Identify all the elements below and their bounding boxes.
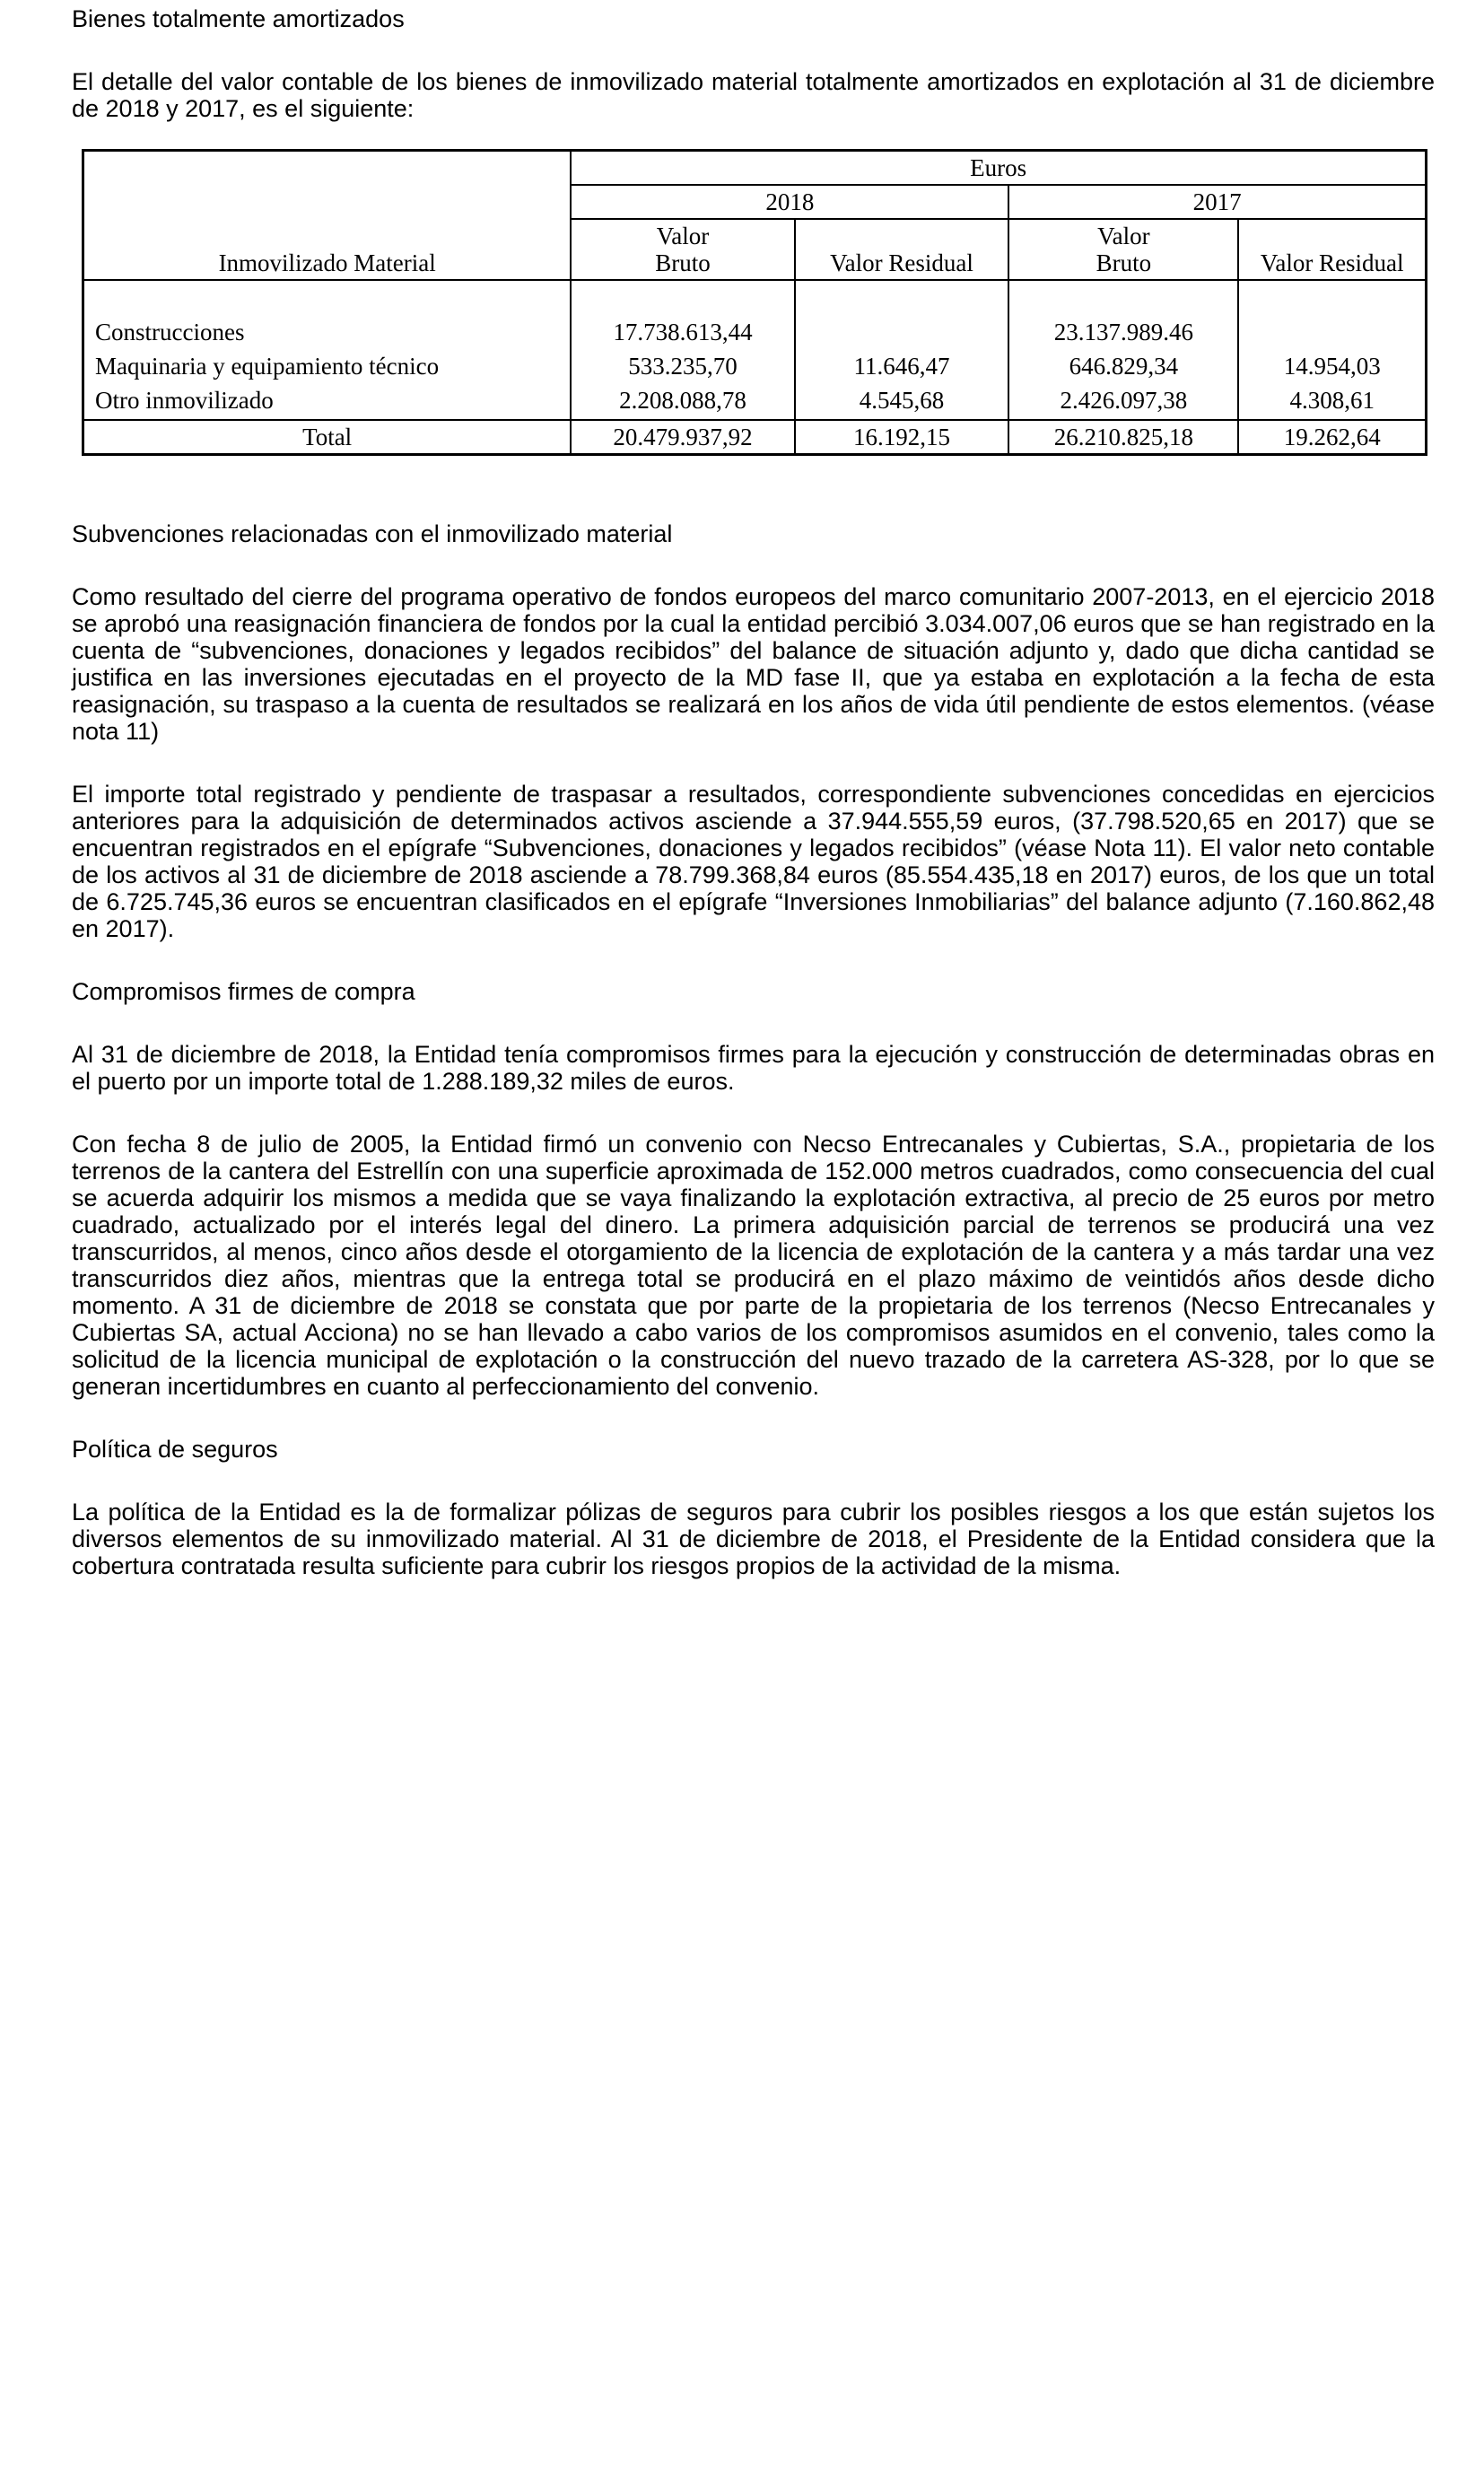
total-bruto-2017: 26.210.825,18: [1008, 420, 1238, 455]
section-heading-amortizados: Bienes totalmente amortizados: [72, 5, 405, 32]
subvenciones-paragraph-2: El importe total registrado y pendiente de traspasar a resultados, correspondiente subvenciones concedidas en ejercicios anteriores para la adquisición de determinados activos asciende a 37.944.555,59 euros, (37.798.520,65 en 2017) que se encuentran registrados en el epígrafe “Subvenciones, donaciones y legados recibidos” (véase Nota 11). El valor neto contable de los activos al 31 de diciembre de 2018 asciende a 78.799.368,84 euros (85.554.435,18 en 2017) euros, de los que un total de 6.725.745,36 euros se encuentran clasificados en el epígrafe “Inversiones Inmobiliarias” del balance adjunto (7.160.862,48 en 2017).: [72, 781, 1435, 942]
body-residual-2018: [795, 280, 1009, 420]
total-residual-2017: 19.262,64: [1238, 420, 1426, 455]
amortized-assets-table: [82, 149, 1427, 456]
body-residual-2017: [1238, 280, 1426, 420]
currency-header: Euros: [571, 151, 1426, 186]
total-label: Total: [83, 420, 572, 455]
col-header-bruto-2018: [571, 219, 794, 280]
year-header-2018: 2018: [571, 185, 1008, 219]
body-bruto-2018: [571, 280, 794, 420]
row-label-otro: Otro inmovilizado: [95, 387, 274, 414]
cell-bruto-2017: 2.426.097,38: [1060, 387, 1188, 414]
table-body-row: [83, 280, 1427, 420]
section-heading-compromisos: Compromisos firmes de compra: [72, 978, 415, 1005]
cell-residual-2018: [801, 315, 1003, 349]
subvenciones-paragraph-1: Como resultado del cierre del programa operativo de fondos europeos del marco comunitario 2007-2013, en el ejercicio 2018 se aprobó una reasignación financiera de fondos por la cual la entidad percibió 3.034.007,06 euros que se han registrado en la cuenta de “subvenciones, donaciones y legados recibidos” del balance de situación adjunto y, dado que dicha cantidad se justifica en las inversiones ejecutadas en el proyecto de la MD fase II, que ya estaba en explotación a la fecha de esta reasignación, su traspaso a la cuenta de resultados se realizará en los años de vida útil pendiente de estos elementos. (véase nota 11): [72, 583, 1435, 745]
seguros-paragraph-1: La política de la Entidad es la de formalizar pólizas de seguros para cubrir los posibles riesgos a los que están sujetos los diversos elementos de su inmovilizado material. Al 31 de diciembre de 2018, el Presidente de la Entidad considera que la cobertura contratada resulta suficiente para cubrir los riesgos propios de la actividad de la misma.: [72, 1499, 1435, 1579]
col-header-residual-2018: Valor Residual: [795, 219, 1009, 280]
amortized-assets-table-wrap: [82, 149, 1427, 456]
section-heading-subvenciones: Subvenciones relacionadas con el inmovilizado material: [72, 520, 673, 547]
document-page: [72, 5, 1435, 1579]
table-total-row: [83, 420, 1427, 455]
body-labels: [83, 280, 572, 420]
cell-residual-2018: 11.646,47: [853, 353, 950, 380]
cell-bruto-2017: 646.829,34: [1069, 353, 1179, 380]
cell-residual-2017: 14.954,03: [1283, 353, 1381, 380]
body-bruto-2017: [1008, 280, 1238, 420]
section-heading-seguros: Política de seguros: [72, 1436, 278, 1463]
compromisos-paragraph-1: Al 31 de diciembre de 2018, la Entidad tenía compromisos firmes para la ejecución y construcción de determinadas obras en el puerto por un importe total de 1.288.189,32 miles de euros.: [72, 1041, 1435, 1095]
col-header-bruto: Bruto: [655, 249, 711, 276]
row-label-construcciones: Construcciones: [95, 319, 245, 345]
total-bruto-2018: 20.479.937,92: [571, 420, 794, 455]
compromisos-paragraph-2: Con fecha 8 de julio de 2005, la Entidad firmó un convenio con Necso Entrecanales y Cubiertas, S.A., propietaria de los terrenos de la cantera del Estrellín con una superficie aproximada de 152.000 metros cuadrados, como consecuencia del cual se acuerda adquirir los mismos a medida que se vaya finalizando la explotación extractiva, al precio de 25 euros por metro cuadrado, actualizado por el interés legal del dinero. La primera adquisición parcial de terrenos se producirá una vez transcurridos, al menos, cinco años desde el otorgamiento de la licencia de explotación de la cantera y a más tardar una vez transcurridos diez años, mientras que la entrega total se producirá en el plazo máximo de veintidós años desde dicho momento. A 31 de diciembre de 2018 se constata que por parte de la propietaria de los terrenos (Necso Entrecanales y Cubiertas SA, actual Acciona) no se han llevado a cabo varios de los compromisos asumidos en el convenio, tales como la solicitud de la licencia municipal de explotación o la construcción del nuevo trazado de la carretera AS-328, por lo que se generan incertidumbres en cuanto al perfeccionamiento del convenio.: [72, 1131, 1435, 1400]
row-label-maquinaria: Maquinaria y equipamiento técnico: [95, 353, 440, 380]
cell-residual-2018: 4.545,68: [859, 387, 945, 414]
cell-bruto-2018: 17.738.613,44: [613, 319, 753, 345]
table-corner-cell: [83, 151, 572, 186]
cell-residual-2017: 4.308,61: [1289, 387, 1375, 414]
cell-bruto-2017: 23.137.989.46: [1053, 319, 1193, 345]
intro-paragraph: El detalle del valor contable de los bienes de inmovilizado material totalmente amortizados en explotación al 31 de diciembre de 2018 y 2017, es el siguiente:: [72, 68, 1435, 122]
cell-bruto-2018: 533.235,70: [628, 353, 738, 380]
col-header-valor: Valor: [656, 223, 710, 249]
col-header-residual-2017: Valor Residual: [1238, 219, 1426, 280]
row-header-label: Inmovilizado Material: [83, 219, 572, 280]
table-corner-cell-2: [83, 185, 572, 219]
year-header-2017: 2017: [1008, 185, 1426, 219]
cell-bruto-2018: 2.208.088,78: [619, 387, 746, 414]
col-header-bruto-2017: [1008, 219, 1238, 280]
total-residual-2018: 16.192,15: [795, 420, 1009, 455]
col-header-bruto: Bruto: [1096, 249, 1152, 276]
col-header-valor: Valor: [1097, 223, 1150, 249]
cell-residual-2017: [1244, 315, 1419, 349]
